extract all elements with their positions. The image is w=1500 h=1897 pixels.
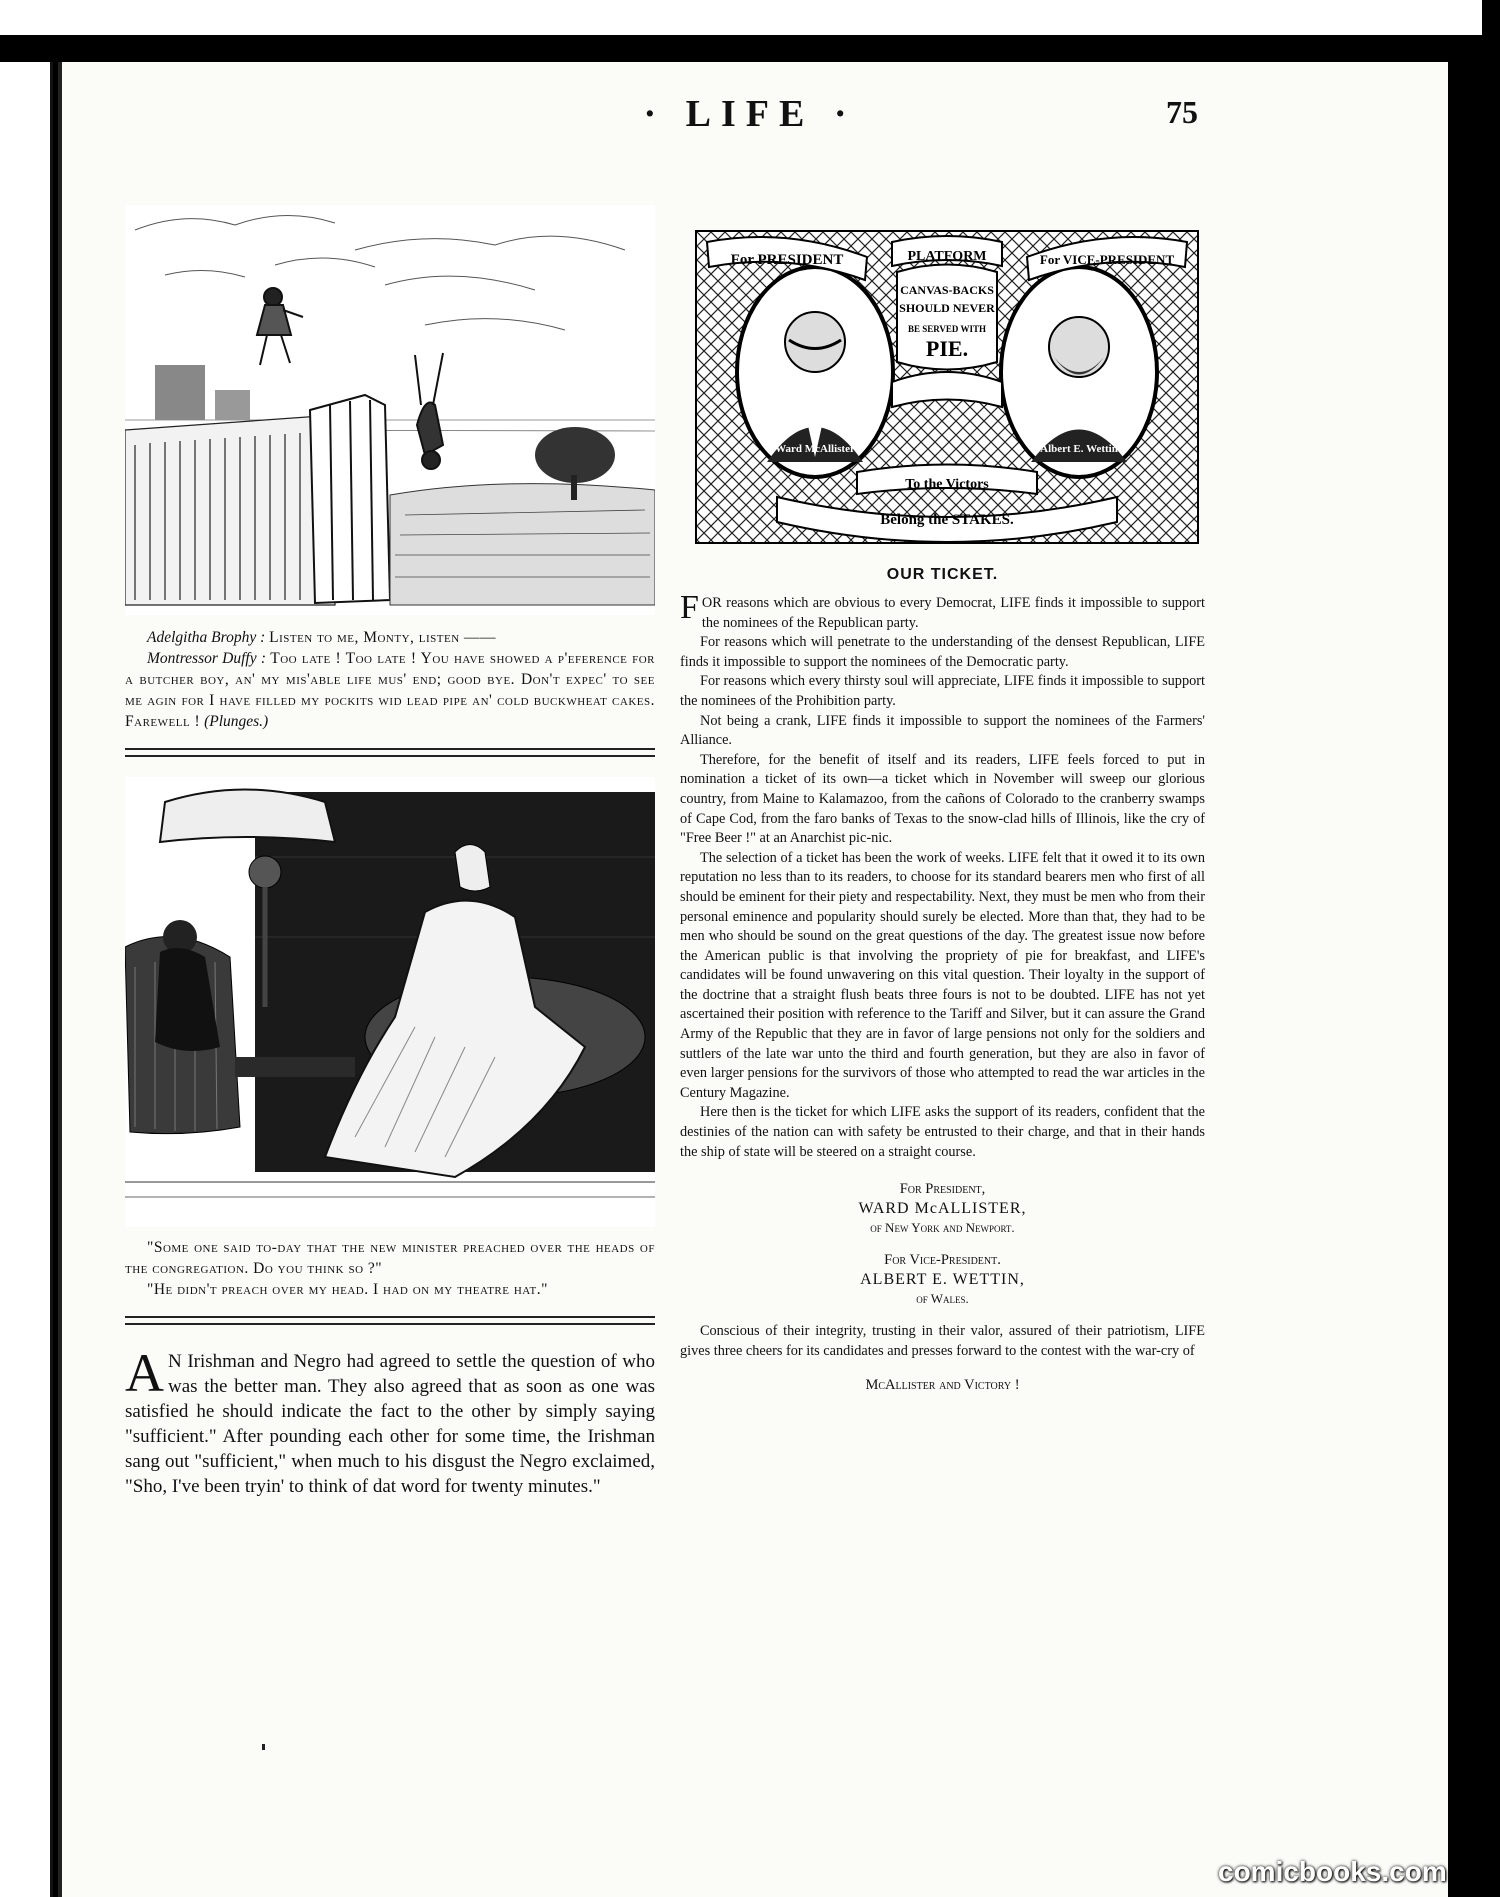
- article-paragraph-3: For reasons which every thirsty soul will appreciate, LIFE finds it impossible to support the nominees of the Prohibition party.: [680, 673, 1205, 709]
- section-divider-2: [125, 1316, 655, 1325]
- article-paragraph-1: [680, 589, 1205, 633]
- left-column: [125, 205, 655, 1499]
- vp-name: ALBERT E. WETTIN,: [860, 1271, 1025, 1289]
- anecdote-text: N Irishman and Negro had agreed to settle the question of who was the better man. They also agreed that as soon as one was satisfied he should indicate the fact to the other by simply saying "sufficient." After pounding each other for some time, the Irishman sang out "sufficient," when much to his disgust the Negro exclaimed, "Sho, I've been tryin' to think of dat word for twenty minutes.": [125, 1351, 655, 1497]
- speaker2: Montressor Duffy :: [147, 650, 266, 667]
- caption-question: "Some one said to-day that the new minister preached over the heads of the congregation. Do you think so ?": [125, 1239, 655, 1277]
- president-where: of New York and Newport.: [870, 1220, 1015, 1236]
- cartoon-illustration-parlor: [125, 777, 655, 1227]
- poster-left-name: Ward McAllister: [775, 443, 855, 455]
- speaker2-line: Too late ! Too late ! You have showed a p'eference for a butcher boy, an' my mis'able life mus' end; good bye. Don't expec' to see me agin for I have filled my pockits wid lead pipe an' cold buckwheat cakes. Farewell !: [125, 650, 656, 730]
- poster-center-header: PLATFORM: [907, 249, 987, 264]
- parlor-drawing: [125, 777, 655, 1227]
- poster-left-header: For PRESIDENT: [730, 252, 844, 268]
- our-ticket-article: [680, 589, 1205, 1162]
- stage-direction: (Plunges.): [204, 713, 269, 730]
- article-paragraph-2: For reasons which will penetrate to the understanding of the densest Republican, LIFE finds it impossible to support the nominees of the Democratic party.: [680, 634, 1205, 670]
- section-divider: [125, 748, 655, 757]
- poster-banner-line3: BE SERVED WITH: [907, 324, 987, 334]
- article-paragraph-4: Not being a crank, LIFE finds it impossible to support the nominees of the Farmers' Alliance.: [680, 712, 1205, 749]
- print-speck: [262, 1744, 265, 1750]
- closing-paragraph: Conscious of their integrity, trusting in their valor, assured of their patriotism, LIFE gives three cheers for its candidates and presses forward to the contest with the war-cry of: [680, 1323, 1205, 1359]
- caption-answer: "He didn't preach over my head. I had on my theatre hat.": [147, 1281, 548, 1298]
- previous-page-strip: [0, 0, 1500, 38]
- article-paragraph-7: Here then is the ticket for which LIFE asks the support of its readers, confident that the destinies of the nation can with safety be entrusted to their charge, and that in their hands the ship of state will be steered on a straight course.: [680, 1104, 1205, 1160]
- president-name: WARD McALLISTER,: [858, 1200, 1027, 1218]
- poster-drawing: [697, 232, 1197, 542]
- vp-where: of Wales.: [916, 1291, 969, 1307]
- article-paragraph-6: The selection of a ticket has been the work of weeks. LIFE felt that it owed it to its own reputation no less than to its readers, to choose for its standard bearers men who first of all should be eminent for their piety and respectability. Next, they must be men who from their personal eminence and popularity should surely be elected. More than that, they had to be men who should be sound on the great questions of the day. The greatest issue now before the American public is that involving the propriety of pie for breakfast, and LIFE's candidates will be found unwavering on this vital question. Their loyalty in the support of the doctrine that a straight flush beats three fours is not to be doubted. LIFE has not yet ascertained their position with reference to the Tariff and Silver, but it can assure the Grand Army of the Republic that they are in favor of large pensions not only for the soldiers and suttlers of the late war unto the third and fourth generation, but they are also in favor of even larger pensions for the survivors of those who attempted to read the war articles in the Century Magazine.: [680, 849, 1205, 1101]
- poster-banner-line1: CANVAS-BACKS: [900, 283, 994, 297]
- speaker1-line: Listen to me, Monty, listen ——: [269, 629, 497, 646]
- watermark: comicbooks.com: [1218, 1856, 1447, 1887]
- anecdote-paragraph: [125, 1343, 655, 1499]
- president-label: For President,: [899, 1181, 986, 1198]
- page-number: 75: [1166, 94, 1198, 130]
- candidates-block: [680, 1180, 1205, 1308]
- president-entry: [680, 1180, 1205, 1237]
- article-dropcap: F: [680, 589, 699, 626]
- article-paragraph-1-text: OR reasons which are obvious to every Democrat, LIFE finds it impossible to support the nominees of the Republican party.: [701, 595, 1205, 631]
- cartoon-illustration-plunge: [125, 205, 655, 615]
- strip-tab: [1482, 0, 1500, 35]
- poster-right-name: Albert E. Wettin: [1040, 443, 1118, 455]
- poster-bottom-line2: Belong the STAKES.: [880, 512, 1014, 528]
- campaign-poster: [695, 230, 1199, 544]
- plunge-drawing: [125, 205, 655, 615]
- poster-banner-line4: PIE.: [925, 336, 969, 361]
- poster-banner-line2: SHOULD NEVER: [899, 301, 995, 315]
- article-paragraph-5: Therefore, for the benefit of itself and its readers, LIFE feels forced to put in nomination a ticket of its own—a ticket which in November will sweep our glorious country, from Maine to Kalamazoo, from the cañons of Colorado to the cranberry swamps of Cape Cod, from the faro banks of Texas to the snow-clad hills of Illinois, like the cry of "Free Beer !" at an Anarchist pic-nic.: [680, 751, 1205, 847]
- vp-label: For Vice-President.: [884, 1252, 1001, 1269]
- page-title: · LIFE ·: [643, 93, 857, 135]
- cartoon2-caption: [125, 1237, 655, 1300]
- right-column: [680, 230, 1205, 1394]
- article-heading: OUR TICKET.: [886, 566, 999, 583]
- poster-right-header: For VICE-PRESIDENT: [1039, 252, 1175, 267]
- poster-bottom-line1: To the Victors: [905, 477, 989, 492]
- vice-president-entry: [680, 1251, 1205, 1308]
- anecdote-dropcap: A: [125, 1343, 164, 1403]
- cartoon1-caption: [125, 627, 655, 732]
- war-cry: McAllister and Victory !: [865, 1377, 1020, 1394]
- speaker1: Adelgitha Brophy :: [147, 629, 266, 646]
- left-page-edge: [0, 62, 53, 1897]
